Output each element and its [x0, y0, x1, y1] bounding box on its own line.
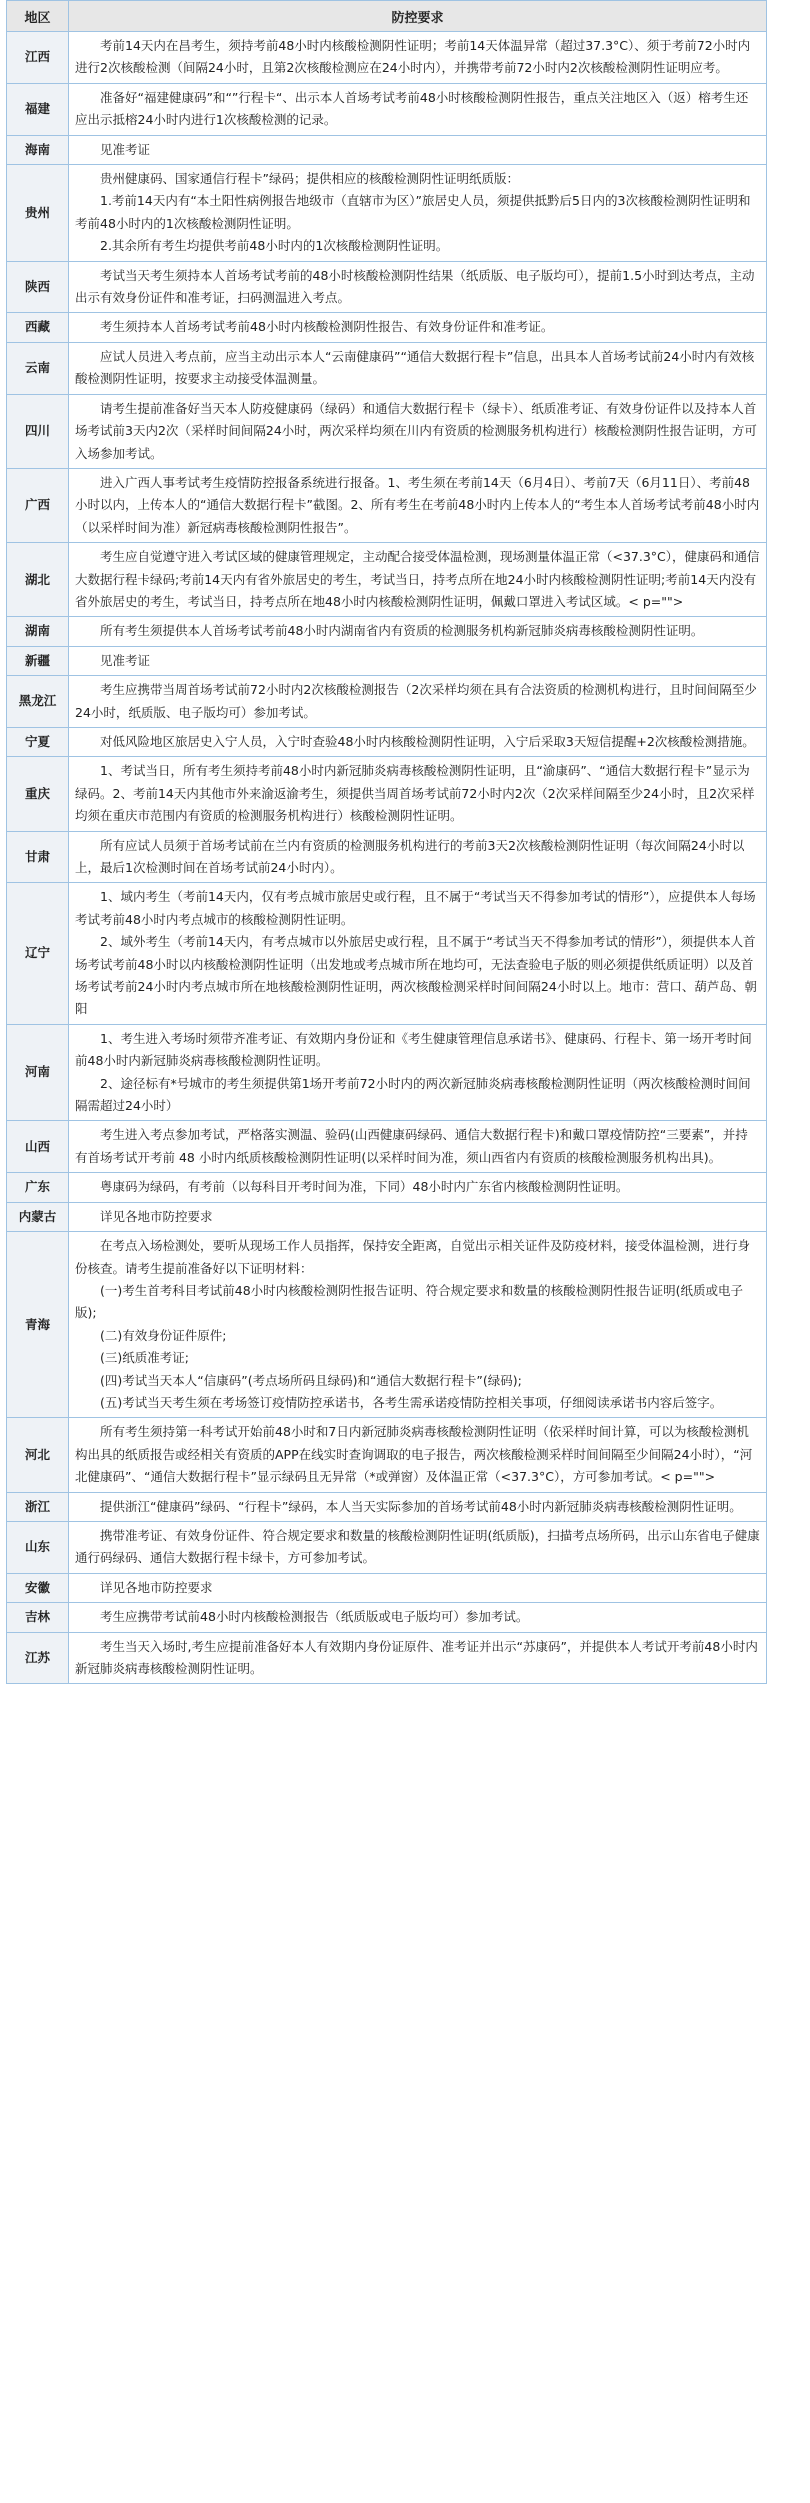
requirement-cell: [69, 1632, 767, 1684]
requirement-text: 对低风险地区旅居史入宁人员，入宁时查验48小时内核酸检测阴性证明，入宁后采取3天短信提醒+2次核酸检测措施。: [100, 733, 755, 749]
requirement-text: 考生应携带考试前48小时内核酸检测报告（纸质版或电子版均可）参加考试。: [100, 1609, 529, 1625]
region-cell: 新疆: [7, 646, 69, 675]
table-row: [7, 1632, 767, 1684]
requirement-cell: [69, 831, 767, 883]
table-row: [7, 1232, 767, 1418]
table-body: [7, 32, 767, 1684]
region-cell: 河南: [7, 1024, 69, 1121]
requirement-text: 进入广西人事考试考生疫情防控报备系统进行报备。1、考生须在考前14天（6月4日）、考前7天（6月11日）、考前48小时以内，上传本人的“通信大数据行程卡”截图。2、所有考生在考前48小时内上传本人的“考生本人首场考试考前48小时内（以采样时间为准）新冠病毒核酸检测阴性报告”。: [75, 474, 760, 535]
requirement-cell: [69, 1121, 767, 1173]
region-cell: 山东: [7, 1521, 69, 1573]
requirement-cell: [69, 394, 767, 468]
requirement-text: 携带准考证、有效身份证件、符合规定要求和数量的核酸检测阴性证明(纸质版)，扫描考点场所码，出示山东省电子健康通行码绿码、通信大数据行程卡绿卡，方可参加考试。: [75, 1527, 760, 1566]
region-cell: 海南: [7, 135, 69, 164]
table-row: [7, 1202, 767, 1231]
requirement-text: 2、途径标有*号城市的考生须提供第1场开考前72小时内的两次新冠肺炎病毒核酸检测阴性证明（两次核酸检测时间间隔需超过24小时）: [75, 1075, 751, 1114]
requirement-text: 2、域外考生（考前14天内，有考点城市以外旅居史或行程，且不属于“考试当天不得参加考试的情形”），须提供本人首场考试考前48小时以内核酸检测阴性证明（出发地或考点城市所在地均可，无法查验电子版的则必须提供纸质证明）以及首场考试考前24小时内考点城市所在地核酸检测阴性证明，两次核酸检测采样时间间隔24小时以上。地市：营口、葫芦岛、朝阳: [75, 934, 757, 1017]
table-row: [7, 32, 767, 84]
table-row: [7, 1521, 767, 1573]
requirement-cell: [69, 135, 767, 164]
requirement-text: 1、考生进入考场时须带齐准考证、有效期内身份证和《考生健康管理信息承诺书》、健康码、行程卡、第一场开考时间前48小时内新冠肺炎病毒核酸检测阴性证明。: [75, 1030, 752, 1069]
requirement-cell: [69, 646, 767, 675]
table-row: [7, 676, 767, 728]
table-row: [7, 646, 767, 675]
requirement-text: 考生须持本人首场考试考前48小时内核酸检测阴性报告、有效身份证件和准考证。: [100, 319, 554, 335]
requirement-cell: [69, 32, 767, 84]
region-cell: 青海: [7, 1232, 69, 1418]
requirement-text: 考试当天考生须持本人首场考试考前的48小时核酸检测阴性结果（纸质版、电子版均可），提前1.5小时到达考点，主动出示有效身份证件和准考证，扫码测温进入考点。: [75, 267, 755, 306]
table-row: [7, 1024, 767, 1121]
header-region: 地区: [7, 1, 69, 32]
requirement-text: 考生应自觉遵守进入考试区域的健康管理规定，主动配合接受体温检测，现场测量体温正常（<37.3°C），健康码和通信大数据行程卡绿码;考前14天内有省外旅居史的考生，考试当日，持考点所在地24小时内核酸检测阴性证明;考前14天内没有省外旅居史的考生，考试当日，持考点所在地48小时内核酸检测阴性证明，佩戴口罩进入考试区域。< p="">: [75, 549, 760, 609]
table-row: [7, 165, 767, 262]
table-row: [7, 543, 767, 617]
table-row: [7, 261, 767, 313]
requirement-cell: [69, 1232, 767, 1418]
table-row: [7, 617, 767, 646]
requirement-text: 所有应试人员须于首场考试前在兰内有资质的检测服务机构进行的考前3天2次核酸检测阴性证明（每次间隔24小时以上，最后1次检测时间在首场考试前24小时内）。: [75, 837, 745, 875]
requirement-text: 详见各地市防控要求: [100, 1579, 213, 1595]
requirement-text: (四)考试当天本人“信康码”(考点场所码且绿码)和“通信大数据行程卡”(绿码);: [100, 1372, 522, 1388]
requirement-cell: [69, 1603, 767, 1632]
requirement-cell: [69, 727, 767, 756]
requirement-text: (三)纸质准考证;: [100, 1350, 189, 1366]
requirement-text: 1、域内考生（考前14天内，仅有考点城市旅居史或行程，且不属于“考试当天不得参加考试的情形”），应提供本人每场考试考前48小时内考点城市的核酸检测阴性证明。: [75, 889, 756, 927]
header-requirement: 防控要求: [69, 1, 767, 32]
requirement-text: 详见各地市防控要求: [100, 1208, 213, 1224]
requirement-text: 提供浙江“健康码”绿码、“行程卡”绿码，本人当天实际参加的首场考试前48小时内新冠肺炎病毒核酸检测阴性证明。: [100, 1498, 742, 1514]
requirement-text: 所有考生须提供本人首场考试考前48小时内湖南省内有资质的检测服务机构新冠肺炎病毒核酸检测阴性证明。: [100, 623, 704, 639]
requirement-text: 考生当天入场时,考生应提前准备好本人有效期内身份证原件、准考证并出示“苏康码”，并提供本人考试开考前48小时内新冠肺炎病毒核酸检测阴性证明。: [75, 1638, 758, 1676]
requirement-cell: [69, 1024, 767, 1121]
region-cell: 甘肃: [7, 831, 69, 883]
requirement-cell: [69, 1202, 767, 1231]
requirement-cell: [69, 1418, 767, 1492]
region-cell: 内蒙古: [7, 1202, 69, 1231]
requirement-text: 请考生提前准备好当天本人防疫健康码（绿码）和通信大数据行程卡（绿卡）、纸质准考证、有效身份证件以及持本人首场考试前3天内2次（采样时间间隔24小时，两次采样均须在川内有资质的检测服务机构进行）核酸检测阴性报告证明，方可入场参加考试。: [75, 400, 757, 461]
requirement-text: (五)考试当天考生须在考场签订疫情防控承诺书，各考生需承诺疫情防控相关事项，仔细阅读承诺书内容后签字。: [100, 1394, 723, 1410]
requirement-text: 粤康码为绿码，有考前（以每科目开考时间为准，下同）48小时内广东省内核酸检测阴性证明。: [100, 1179, 629, 1195]
requirement-text: 见准考证: [100, 652, 151, 668]
region-cell: 安徽: [7, 1573, 69, 1602]
epidemic-requirements-table: [6, 0, 767, 1684]
table-row: [7, 1492, 767, 1521]
requirement-cell: [69, 342, 767, 394]
region-cell: 江西: [7, 32, 69, 84]
requirement-cell: [69, 1521, 767, 1573]
region-cell: 辽宁: [7, 883, 69, 1024]
requirement-text: (二)有效身份证件原件;: [100, 1327, 227, 1343]
table-row: [7, 1573, 767, 1602]
region-cell: 宁夏: [7, 727, 69, 756]
requirement-cell: [69, 83, 767, 135]
requirement-cell: [69, 1573, 767, 1602]
requirement-text: 1、考试当日，所有考生须持考前48小时内新冠肺炎病毒核酸检测阴性证明，且“渝康码”、“通信大数据行程卡”显示为绿码。2、考前14天内其他市外来渝返渝考生，须提供当周首场考试前72小时内2次（2次采样间隔至少24小时，且2次采样均须在重庆市范围内有资质的检测服务机构进行）核酸检测阴性证明。: [75, 763, 755, 824]
table-header-row: [7, 1, 767, 32]
table-row: [7, 1121, 767, 1173]
region-cell: 四川: [7, 394, 69, 468]
region-cell: 浙江: [7, 1492, 69, 1521]
requirement-text: 1.考前14天内有“本土阳性病例报告地级市（直辖市为区）”旅居史人员，须提供抵黔后5日内的3次核酸检测阴性证明和考前48小时内的1次核酸检测阴性证明。: [75, 193, 751, 231]
region-cell: 贵州: [7, 165, 69, 262]
requirement-text: 在考点入场检测处，要听从现场工作人员指挥，保持安全距离，自觉出示相关证件及防疫材料，接受体温检测，进行身份核查。请考生提前准备好以下证明材料：: [75, 1238, 751, 1276]
table-row: [7, 831, 767, 883]
requirement-cell: [69, 676, 767, 728]
requirement-cell: [69, 1492, 767, 1521]
requirement-text: 见准考证: [100, 141, 151, 157]
requirement-cell: [69, 165, 767, 262]
table-row: [7, 135, 767, 164]
requirement-cell: [69, 313, 767, 342]
table-row: [7, 727, 767, 756]
requirement-text: 所有考生须持第一科考试开始前48小时和7日内新冠肺炎病毒核酸检测阴性证明（依采样时间计算，可以为核酸检测机构出具的纸质报告或经相关有资质的APP在线实时查询调取的电子报告，两次核酸检测采样时间间隔至少间隔24小时），“河北健康码”、“通信大数据行程卡”显示绿码且无异常（*或弹窗）及体温正常（<37.3°C），方可参加考试。< p="">: [75, 1424, 753, 1485]
table-row: [7, 1173, 767, 1202]
requirement-cell: [69, 468, 767, 542]
requirement-text: 考生应携带当周首场考试前72小时内2次核酸检测报告（2次采样均须在具有合法资质的检测机构进行，且时间间隔至少24小时，纸质版、电子版均可）参加考试。: [75, 682, 757, 720]
region-cell: 西藏: [7, 313, 69, 342]
requirement-cell: [69, 1173, 767, 1202]
table-row: [7, 468, 767, 542]
region-cell: 广西: [7, 468, 69, 542]
requirement-text: 准备好“福建健康码”和“”行程卡“、出示本人首场考试考前48小时核酸检测阴性报告，重点关注地区入（返）榕考生还应出示抵榕24小时内进行1次核酸检测的记录。: [75, 89, 749, 128]
table-row: [7, 342, 767, 394]
table-row: [7, 883, 767, 1024]
requirement-cell: [69, 757, 767, 831]
table-row: [7, 1603, 767, 1632]
region-cell: 重庆: [7, 757, 69, 831]
requirement-cell: [69, 543, 767, 617]
region-cell: 云南: [7, 342, 69, 394]
requirement-text: 考前14天内在昌考生，须持考前48小时内核酸检测阴性证明；考前14天体温异常（超过37.3°C）、须于考前72小时内进行2次核酸检测（间隔24小时，且第2次核酸检测应在24小时内），并携带考前72小时内2次核酸检测阴性证明应考。: [75, 38, 751, 76]
requirement-text: 考生进入考点参加考试，严格落实测温、验码(山西健康码绿码、通信大数据行程卡)和戴口罩疫情防控“三要素”，并持有首场考试开考前 48 小时内纸质核酸检测阴性证明(以采样时间为准，须山西省内有资质的核酸检测服务机构出具)。: [75, 1127, 748, 1165]
region-cell: 湖南: [7, 617, 69, 646]
requirement-text: 贵州健康码、国家通信行程卡”绿码；提供相应的核酸检测阴性证明纸质版：: [100, 171, 519, 187]
table-row: [7, 313, 767, 342]
region-cell: 陕西: [7, 261, 69, 313]
region-cell: 山西: [7, 1121, 69, 1173]
region-cell: 福建: [7, 83, 69, 135]
region-cell: 吉林: [7, 1603, 69, 1632]
requirement-cell: [69, 617, 767, 646]
region-cell: 湖北: [7, 543, 69, 617]
region-cell: 广东: [7, 1173, 69, 1202]
region-cell: 江苏: [7, 1632, 69, 1684]
table-row: [7, 83, 767, 135]
region-cell: 黑龙江: [7, 676, 69, 728]
table-row: [7, 757, 767, 831]
requirement-text: (一)考生首考科目考试前48小时内核酸检测阴性报告证明、符合规定要求和数量的核酸检测阴性报告证明(纸质或电子版);: [75, 1282, 744, 1321]
requirement-text: 2.其余所有考生均提供考前48小时内的1次核酸检测阴性证明。: [100, 238, 449, 254]
region-cell: 河北: [7, 1418, 69, 1492]
requirement-cell: [69, 883, 767, 1024]
table-row: [7, 394, 767, 468]
table-row: [7, 1418, 767, 1492]
requirement-cell: [69, 261, 767, 313]
requirement-text: 应试人员进入考点前，应当主动出示本人“云南健康码”“通信大数据行程卡”信息，出具本人首场考试前24小时内有效核酸检测阴性证明，按要求主动接受体温测量。: [75, 348, 755, 387]
